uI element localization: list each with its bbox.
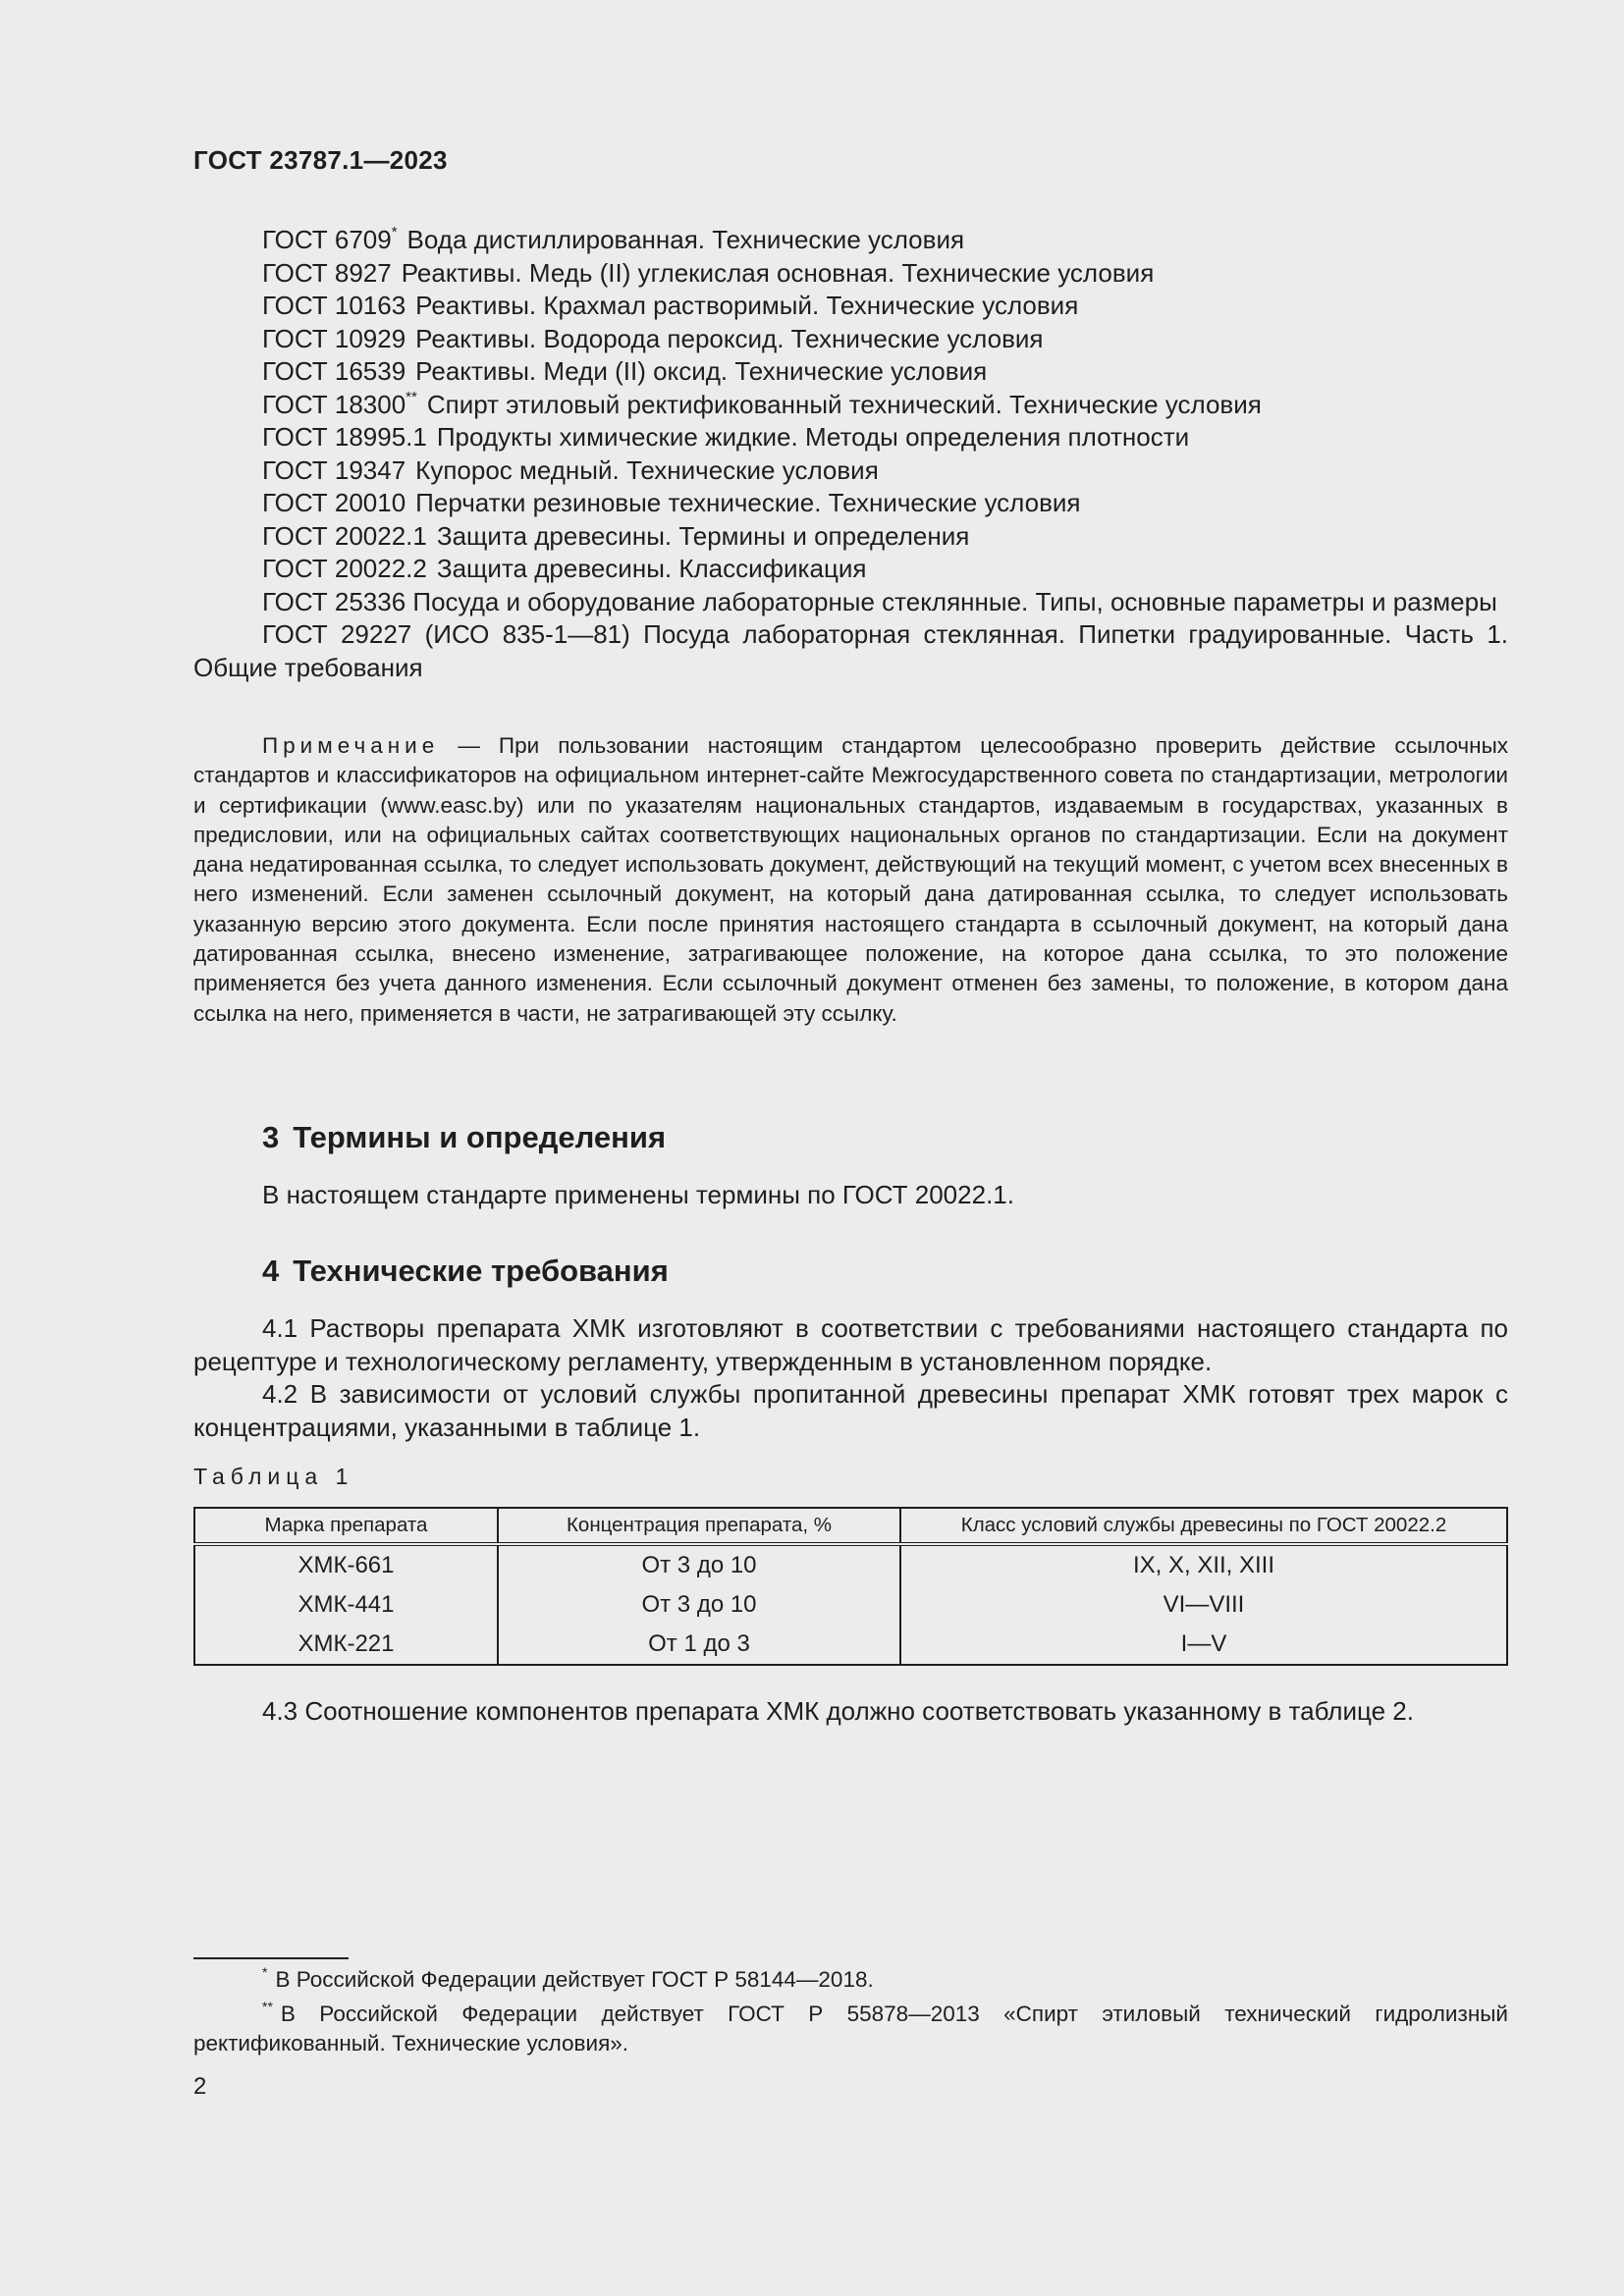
reference-item: [193, 553, 1508, 586]
note-paragraph: [193, 731, 1508, 1029]
reference-code: ГОСТ 6709*: [262, 224, 398, 254]
section-4-heading: 4 Технические требования: [262, 1254, 669, 1288]
table-header-cell: Марка препарата: [194, 1508, 498, 1544]
section-3-heading: 3 Термины и определения: [262, 1120, 667, 1154]
reference-title: Реактивы. Водорода пероксид. Технические условия: [415, 323, 1044, 353]
reference-code: ГОСТ 20022.1: [262, 520, 427, 551]
reference-code: ГОСТ 16539: [262, 356, 406, 386]
table-1: [193, 1507, 1508, 1666]
reference-title: Вода дистиллированная. Технические условия: [406, 225, 965, 254]
table-cell: От 3 до 10: [498, 1585, 900, 1625]
reference-item: [193, 520, 1508, 554]
reference-title: Посуда лабораторная стеклянная. Пипетки градуированные. Часть 1. Общие требования: [193, 619, 1508, 682]
reference-title: Посуда и оборудование лабораторные стеклянные. Типы, основные параметры и размеры: [412, 586, 1497, 616]
table-header-cell: Класс условий службы древесины по ГОСТ 20022.2: [900, 1508, 1507, 1544]
table-row: [194, 1585, 1507, 1625]
reference-code: ГОСТ 8927: [262, 257, 392, 288]
table-header-row: [194, 1508, 1507, 1544]
reference-item: [193, 421, 1508, 454]
reference-item: [193, 355, 1508, 389]
reference-title: Перчатки резиновые технические. Технические условия: [415, 488, 1081, 517]
reference-title: Купорос медный. Технические условия: [415, 454, 879, 485]
reference-code: ГОСТ 18995.1: [262, 422, 427, 452]
footnote: * В Российской Федерации действует ГОСТ Р 58144—2018.: [262, 1964, 874, 1992]
table-cell: I—V: [1180, 1630, 1227, 1657]
reference-title: Реактивы. Меди (II) оксид. Технические условия: [415, 356, 988, 386]
reference-item: [193, 257, 1508, 291]
reference-code: ГОСТ 29227 (ИСО 835-1—81): [262, 619, 630, 649]
table-cell: VI—VIII: [1163, 1591, 1245, 1618]
reference-code: ГОСТ 18300**: [262, 388, 417, 419]
reference-code: ГОСТ 20022.2: [262, 554, 427, 583]
reference-item: [193, 454, 1508, 488]
reference-code: ГОСТ 20010: [262, 488, 406, 517]
reference-item: [193, 290, 1508, 323]
paragraph-4-1: 4.1 Растворы препарата ХМК изготовляют в соответствии с требованиями настоящего стандарта по рецептуре и технологическому регламенту, утвержденным в установленном порядке.: [193, 1313, 1508, 1376]
table-header-cell: Концентрация препарата, %: [498, 1508, 900, 1544]
reference-code: ГОСТ 10929: [262, 323, 406, 353]
reference-title: Продукты химические жидкие. Методы определения плотности: [436, 422, 1190, 452]
paragraph-4-3: 4.3 Соотношение компонентов препарата ХМК должно соответствовать указанному в таблице 2.: [262, 1696, 1414, 1726]
table-1-caption: Таблица 1: [193, 1464, 354, 1489]
note-label: Примечание: [262, 733, 440, 758]
reference-item: [193, 618, 1508, 684]
table-row: [194, 1625, 1507, 1665]
reference-item: [193, 586, 1508, 619]
paragraph-4-2: 4.2 В зависимости от условий службы пропитанной древесины препарат ХМК готовят трех марок с концентрациями, указанными в таблице 1.: [193, 1379, 1508, 1442]
footnote-separator: [193, 1957, 349, 1959]
table-cell: ХМК-441: [194, 1585, 498, 1625]
reference-title: Реактивы. Медь (II) углекислая основная. Технические условия: [401, 257, 1155, 288]
reference-item: [193, 389, 1508, 422]
normative-references-list: [193, 224, 1508, 684]
table-row: [194, 1544, 1507, 1585]
reference-item: [193, 323, 1508, 356]
reference-title: Спирт этиловый ректификованный технический. Технические условия: [426, 389, 1262, 419]
footnote: ** В Российской Федерации действует ГОСТ Р 55878—2013 «Спирт этиловый технический гидролизный ректификованный. Технические условия».: [193, 1999, 1508, 2056]
table-cell: От 1 до 3: [498, 1625, 900, 1665]
reference-title: Защита древесины. Термины и определения: [436, 520, 970, 551]
document-header: ГОСТ 23787.1—2023: [193, 145, 448, 175]
reference-title: Реактивы. Крахмал растворимый. Технические условия: [415, 291, 1079, 320]
page-number: 2: [193, 2073, 207, 2100]
reference-item: [193, 487, 1508, 520]
reference-code: ГОСТ 10163: [262, 291, 406, 320]
table-cell: ХМК-221: [194, 1625, 498, 1665]
table-cell: ХМК-661: [194, 1544, 498, 1585]
reference-item: [193, 224, 1508, 257]
table-cell: IX, X, XII, XIII: [1132, 1552, 1275, 1578]
reference-title: Защита древесины. Классификация: [436, 554, 867, 583]
reference-code: ГОСТ 19347: [262, 454, 406, 485]
table-cell: От 3 до 10: [498, 1544, 900, 1585]
section-3-text: В настоящем стандарте применены термины по ГОСТ 20022.1.: [262, 1180, 1014, 1209]
note-text: — При пользовании настоящим стандартом целесообразно проверить действие ссылочных стандартов и классификаторов на официальном интернет-сайте Межгосударственного совета по стандартизации, метрологии и сертификации (www.easc.by) или по указателям национальных стандартов, издаваемым в государствах, указанных в предисловии, или на официальных сайтах соответствующих национальных органов по стандартизации. Если на документ дана недатированная ссылка, то следует использовать документ, действующий на текущий момент, с учетом всех внесенных в него изменений. Если заменен ссылочный документ, на который дана датированная ссылка, то следует использовать указанную версию этого документа. Если после принятия настоящего стандарта в ссылочный документ, на который дана датированная ссылка, внесено изменение, затрагивающее положение, на которое дана ссылка, то это положение применяется без учета данного изменения. Если ссылочный документ отменен без замены, то положение, в котором дана ссылка на него, применяется в части, не затрагивающей эту ссылку.: [193, 733, 1508, 1026]
reference-code: ГОСТ 25336: [262, 586, 406, 616]
